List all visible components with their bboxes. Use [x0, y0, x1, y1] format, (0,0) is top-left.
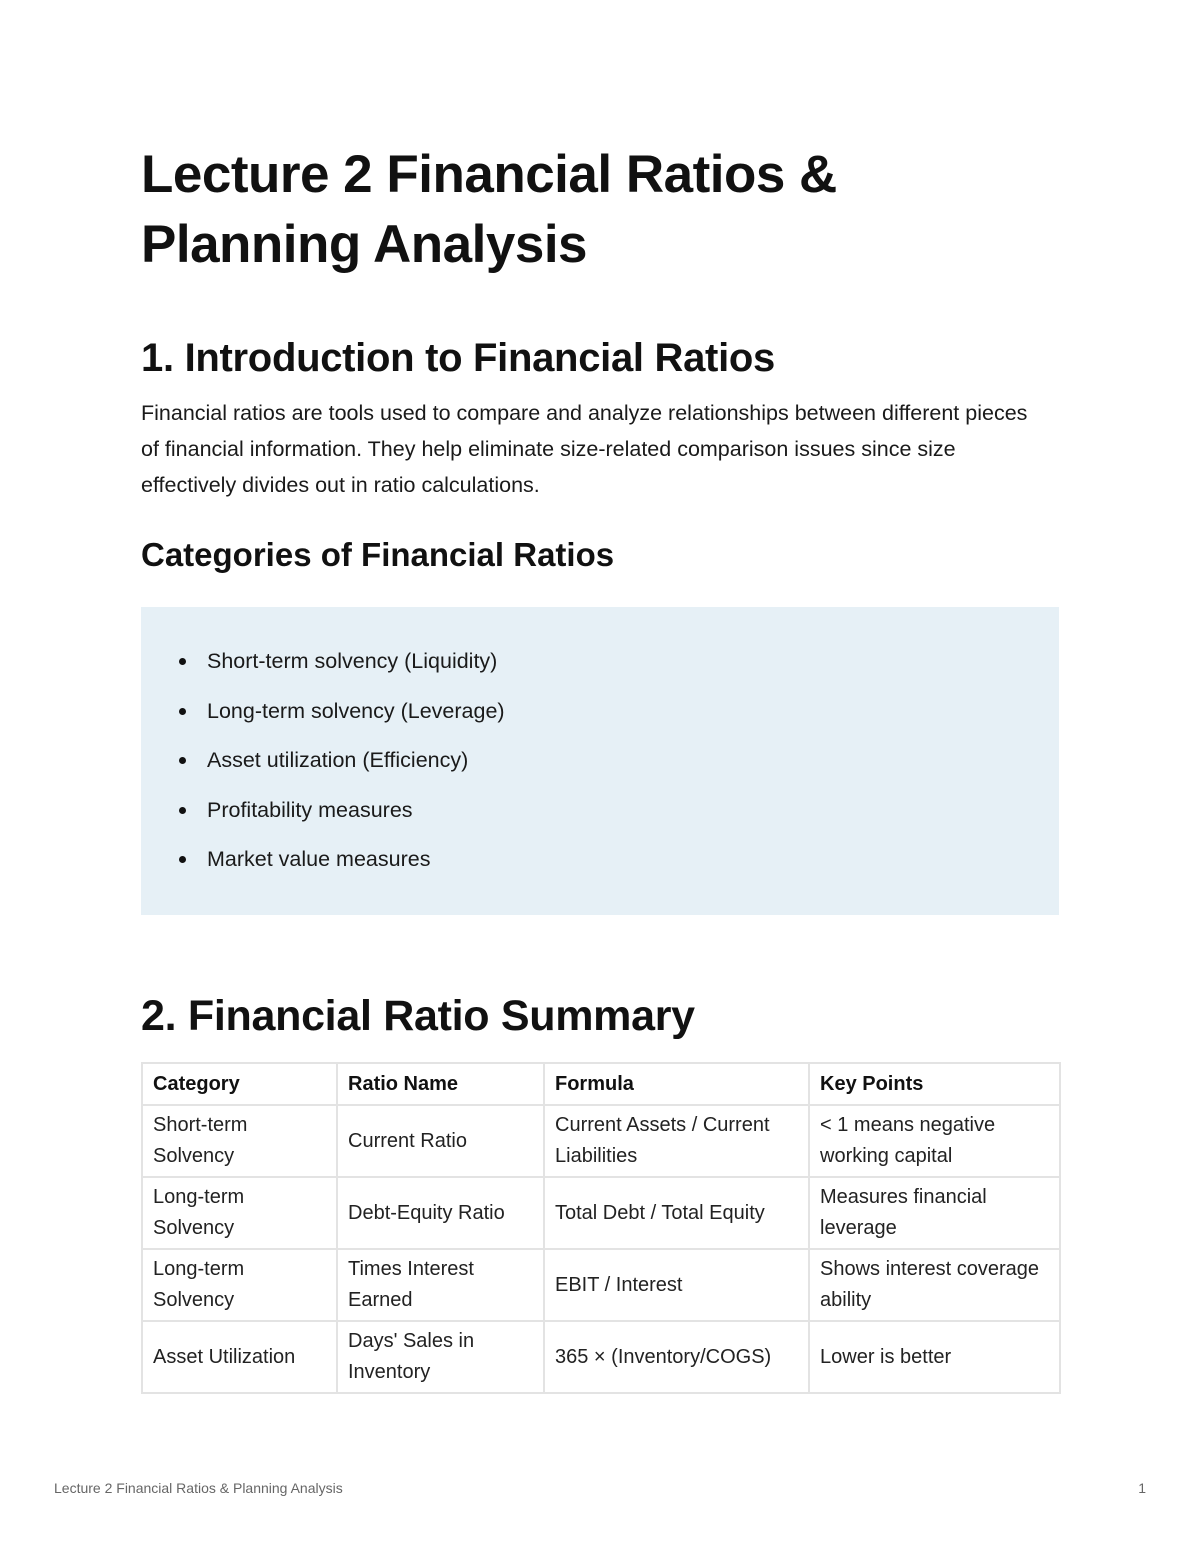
bullet-icon	[179, 658, 186, 665]
section-heading-summary: 2. Financial Ratio Summary	[141, 992, 695, 1040]
list-item	[141, 693, 1059, 743]
table-cell: Days' Sales in Inventory	[337, 1321, 544, 1393]
list-item-text: Profitability measures	[207, 797, 413, 822]
table-cell: < 1 means negative working capital	[809, 1105, 1060, 1177]
table-cell: Current Assets / Current Liabilities	[544, 1105, 809, 1177]
list-item-text: Long-term solvency (Leverage)	[207, 698, 505, 723]
list-item-text: Asset utilization (Efficiency)	[207, 748, 469, 773]
table-cell: Debt-Equity Ratio	[337, 1177, 544, 1249]
list-item-text: Market value measures	[207, 847, 431, 872]
bullet-icon	[179, 757, 186, 764]
bullet-icon	[179, 856, 186, 863]
table-cell: Short-term Solvency	[142, 1105, 337, 1177]
table-cell: Times Interest Earned	[337, 1249, 544, 1321]
column-header-category: Category	[142, 1063, 337, 1105]
table-cell: Current Ratio	[337, 1105, 544, 1177]
column-header-key-points: Key Points	[809, 1063, 1060, 1105]
list-item	[141, 841, 1059, 891]
table-cell: Long-term Solvency	[142, 1249, 337, 1321]
categories-callout	[141, 607, 1059, 915]
list-item	[141, 742, 1059, 792]
table-row	[142, 1177, 1060, 1249]
list-item-text: Short-term solvency (Liquidity)	[207, 649, 498, 673]
table-header-row	[142, 1063, 1060, 1105]
categories-subheading: Categories of Financial Ratios	[141, 536, 615, 573]
bullet-icon	[179, 807, 186, 814]
footer-document-title: Lecture 2 Financial Ratios & Planning Analysis	[54, 1480, 343, 1496]
footer-page-number: 1	[1138, 1480, 1146, 1496]
table-cell: Measures financial leverage	[809, 1177, 1060, 1249]
document-title: Lecture 2 Financial Ratios & Planning Analysis	[141, 145, 837, 274]
column-header-formula: Formula	[544, 1063, 809, 1105]
table-cell: Lower is better	[809, 1321, 1060, 1393]
table-row	[142, 1321, 1060, 1393]
list-item	[141, 792, 1059, 842]
section-heading-introduction: 1. Introduction to Financial Ratios	[141, 336, 775, 380]
categories-list	[141, 643, 1059, 891]
introduction-paragraph: Financial ratios are tools used to compare and analyze relationships between different pieces of financial information. They help eliminate size-related comparison issues since size effectively divides out in ratio calculations.	[141, 401, 1028, 497]
table-cell: 365 × (Inventory/COGS)	[544, 1321, 809, 1393]
table-cell: Asset Utilization	[142, 1321, 337, 1393]
column-header-ratio-name: Ratio Name	[337, 1063, 544, 1105]
list-item	[141, 643, 1059, 693]
ratio-summary-table	[141, 1062, 1061, 1394]
table-cell: EBIT / Interest	[544, 1249, 809, 1321]
table-cell: Shows interest coverage ability	[809, 1249, 1060, 1321]
table-cell: Total Debt / Total Equity	[544, 1177, 809, 1249]
table-row	[142, 1105, 1060, 1177]
table-cell: Long-term Solvency	[142, 1177, 337, 1249]
bullet-icon	[179, 708, 186, 715]
table-row	[142, 1249, 1060, 1321]
